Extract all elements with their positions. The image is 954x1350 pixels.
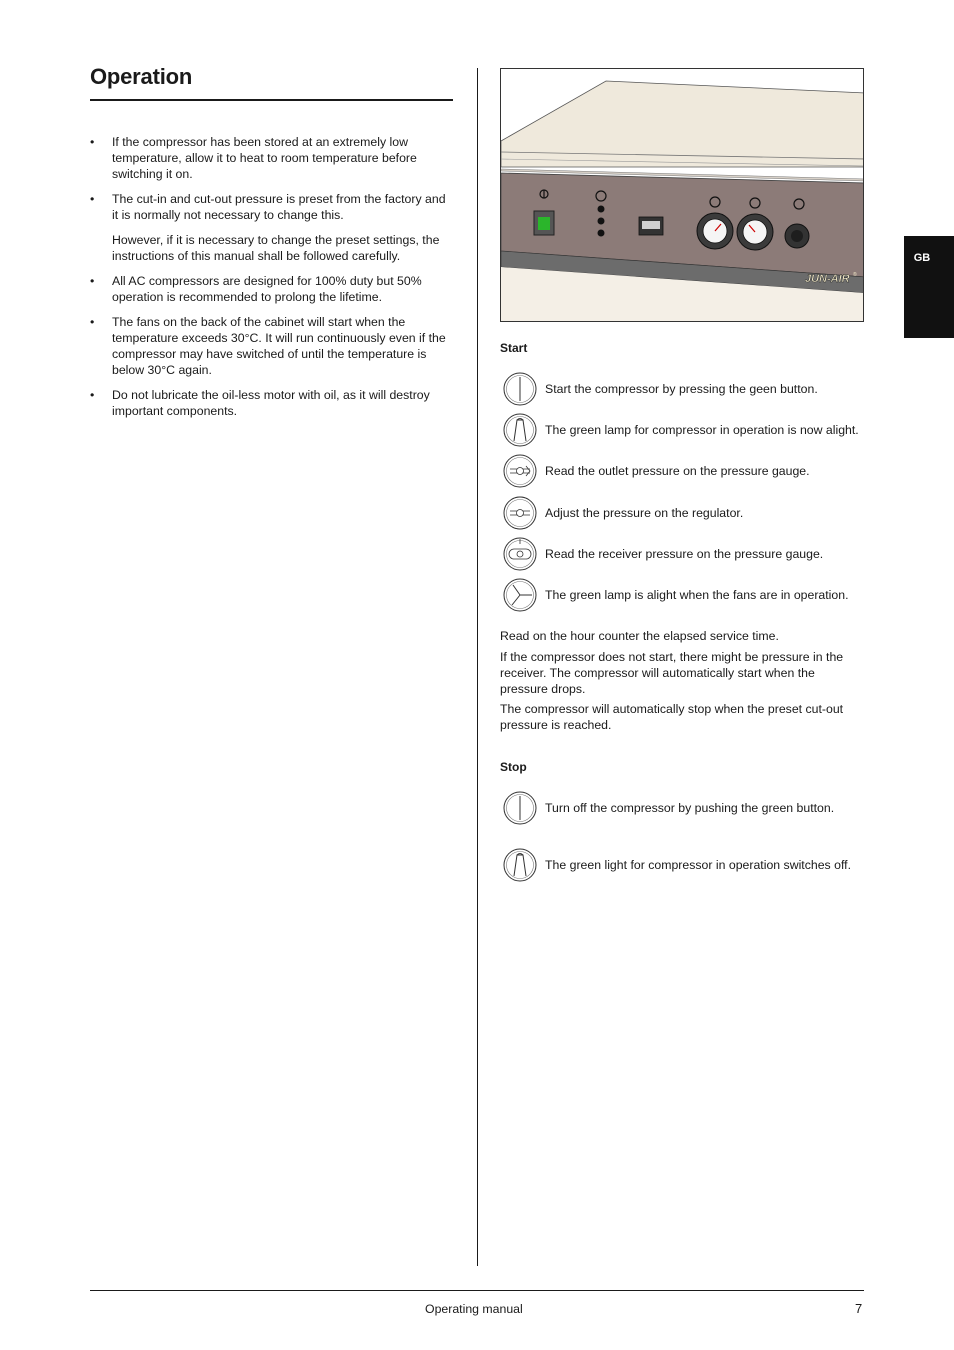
stop-step [500, 790, 870, 826]
column-divider [477, 68, 478, 1266]
start-heading: Start [500, 341, 528, 355]
step-text: Adjust the pressure on the regulator. [545, 506, 744, 520]
bullet-text: Do not lubricate the oil-less motor with oil, as it will destroy important components. [112, 388, 430, 418]
bullet-marker: • [90, 192, 95, 206]
footer-label: Operating manual [425, 1302, 523, 1316]
step-text: Read the outlet pressure on the pressure gauge. [545, 464, 810, 478]
bullet-continuation: However, if it is necessary to change the preset settings, the instructions of this manual shall be followed carefully. [112, 233, 440, 263]
power-switch-icon [502, 371, 538, 407]
footer-rule [90, 1290, 864, 1291]
list-item [90, 134, 452, 182]
page-title: Operation [90, 64, 193, 89]
start-step [500, 412, 870, 448]
bullet-text: The cut-in and cut-out pressure is preset from the factory and it is normally not necessary to change this. [112, 192, 446, 222]
green-lamp [538, 217, 550, 230]
start-step [500, 453, 870, 489]
start-note: The compressor will automatically stop when the preset cut-out pressure is reached. [500, 702, 844, 732]
step-text: Read the receiver pressure on the pressure gauge. [545, 547, 824, 561]
start-note: If the compressor does not start, there might be pressure in the receiver. The compressor will automatically start when the pressure drops. [500, 650, 844, 696]
bullet-text: If the compressor has been stored at an extremely low temperature, allow it to heat to room temperature before switching it on. [112, 135, 417, 181]
brand-logo: JUN-AIR [805, 273, 850, 285]
stop-heading: Stop [500, 760, 527, 774]
compressor-panel-drawing [501, 69, 864, 322]
start-step [500, 577, 870, 613]
bullet-text: All AC compressors are designed for 100% duty but 50% operation is recommended to prolong the lifetime. [112, 274, 422, 304]
list-item [90, 273, 452, 305]
precautions-list [90, 134, 452, 428]
step-text: The green lamp for compressor in operation is now alight. [545, 423, 859, 437]
compressor-panel-illustration [500, 68, 864, 322]
list-item [90, 314, 452, 378]
regulator-icon [502, 495, 538, 531]
start-step [500, 536, 870, 572]
start-step [500, 371, 870, 407]
stop-step [500, 847, 870, 883]
title-underline [90, 99, 453, 101]
step-text: The green light for compressor in operation switches off. [545, 858, 851, 872]
language-tab [904, 236, 954, 338]
bullet-marker: • [90, 315, 95, 329]
bullet-marker: • [90, 388, 95, 402]
step-text: Turn off the compressor by pushing the green button. [545, 801, 835, 815]
start-note: Read on the hour counter the elapsed service time. [500, 629, 779, 643]
bullet-text: The fans on the back of the cabinet will start when the temperature exceeds 30°C. It will run continuously even if the compressor may have switched of until the temperature is below 30°C again. [112, 315, 446, 377]
operation-lamp-icon [502, 412, 538, 448]
fan-icon [502, 577, 538, 613]
language-tab-label: GB [913, 252, 931, 264]
page-number: 7 [855, 1301, 863, 1316]
power-switch-icon [502, 790, 538, 826]
operation-lamp-icon [502, 847, 538, 883]
list-item [90, 191, 452, 264]
list-item [90, 387, 452, 419]
receiver-gauge-icon [502, 536, 538, 572]
bullet-marker: • [90, 274, 95, 288]
brand-mark: ® [853, 272, 857, 278]
start-step [500, 495, 870, 531]
step-text: Start the compressor by pressing the geen button. [545, 382, 818, 396]
step-text: The green lamp is alight when the fans are in operation. [545, 588, 849, 602]
bullet-marker: • [90, 135, 95, 149]
outlet-gauge-icon [502, 453, 538, 489]
